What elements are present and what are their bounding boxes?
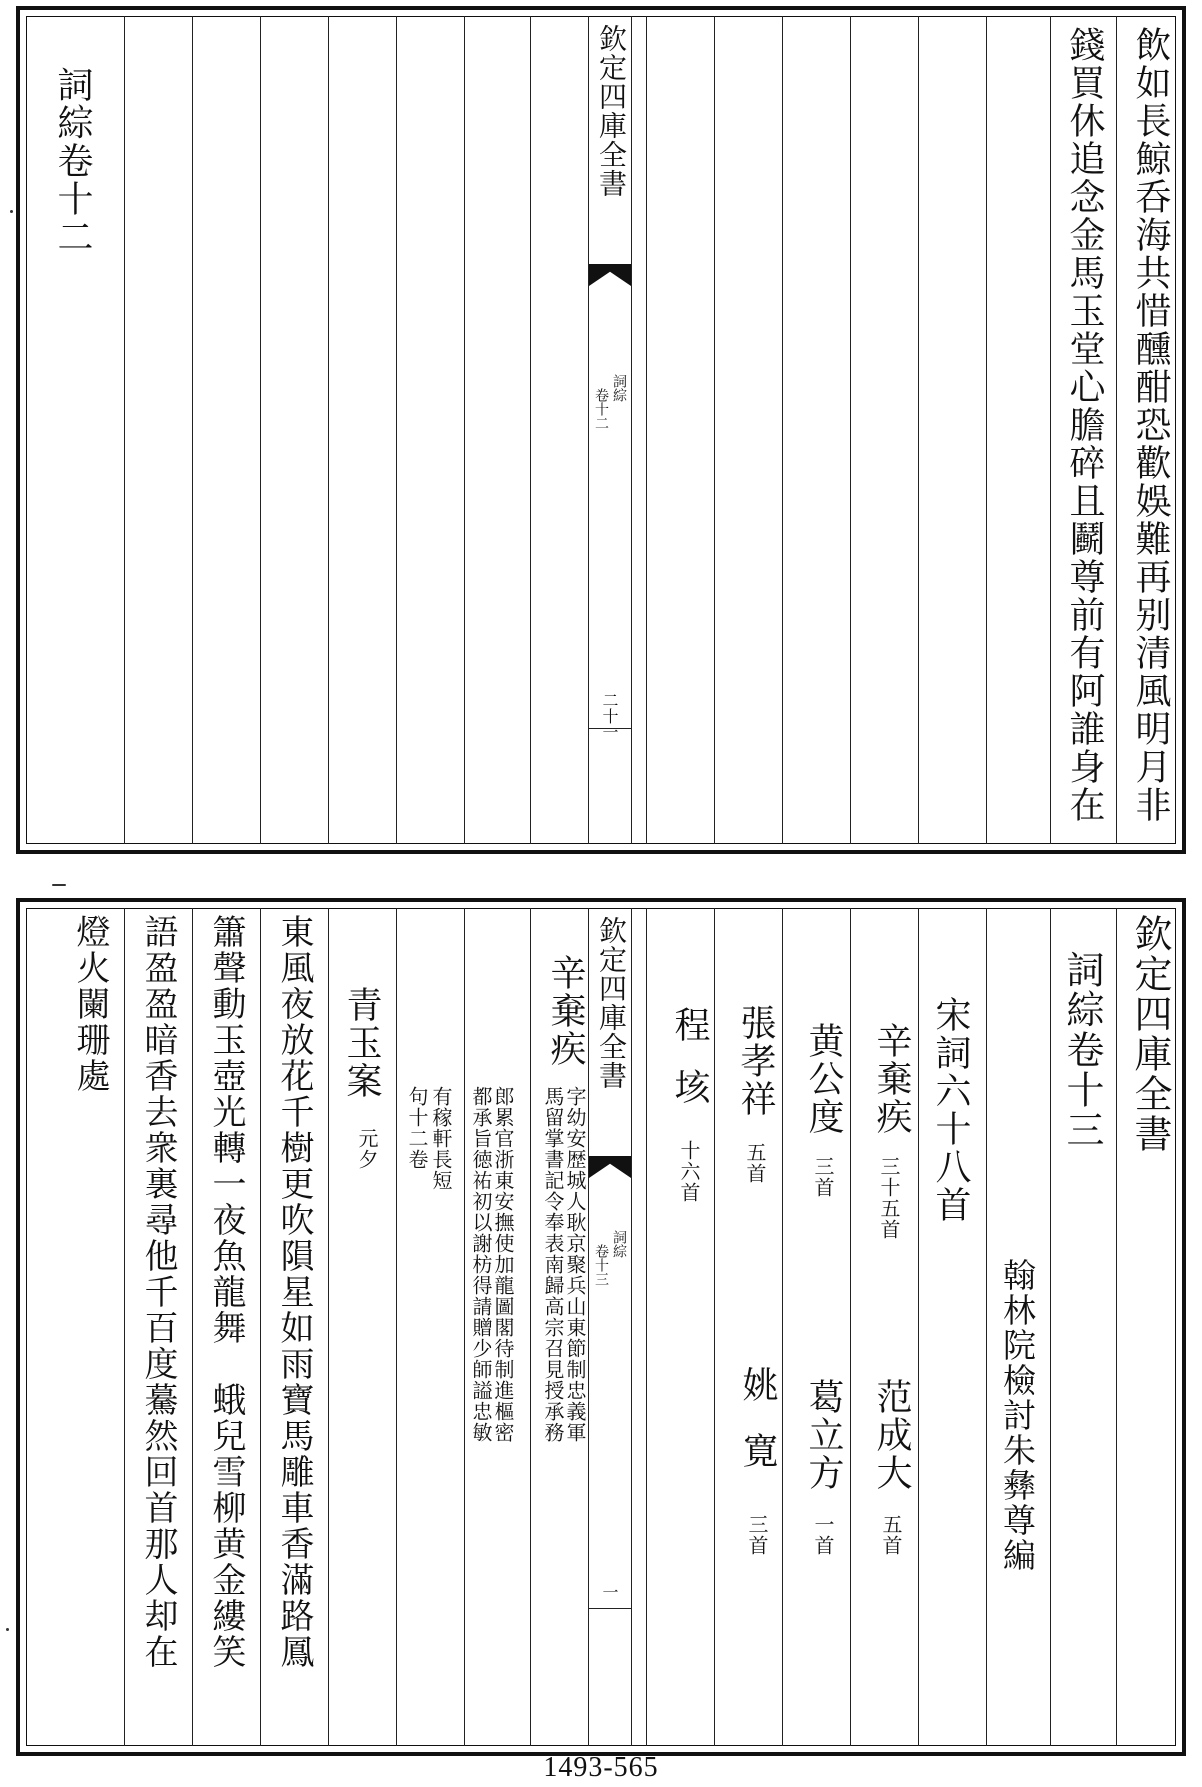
author-name: 范成大 (871, 1378, 912, 1492)
compiler-credit: 翰林院檢討朱彝尊編 (998, 1258, 1037, 1573)
poem-line: 東風夜放花千樹更吹隕星如雨寶馬雕車香滿路鳳 (274, 914, 314, 1670)
page-code: 1493-565 (543, 1752, 659, 1783)
author-count: 五首 (743, 1142, 767, 1184)
column-rule (464, 16, 465, 844)
column-rule (192, 16, 193, 844)
column-rule (260, 16, 261, 844)
banxin-series-title: 欽定四庫全書 (595, 916, 628, 1090)
top-page (16, 6, 1186, 854)
bio-name: 辛棄疾 (545, 954, 586, 1068)
author-count: 三首 (745, 1514, 769, 1556)
column-rule (1116, 16, 1117, 844)
author-name: 辛棄疾 (871, 1022, 912, 1136)
column-rule (260, 908, 261, 1746)
print-speck (10, 210, 13, 213)
bio-line: 句十二卷 (405, 1086, 429, 1170)
column-rule (396, 908, 397, 1746)
poem-subtitle: 元夕 (355, 1128, 379, 1170)
column-rule (918, 908, 919, 1746)
poem-line: 燈火闌珊處 (70, 914, 110, 1094)
print-speck (52, 884, 66, 886)
text-column-2: 錢買休追念金馬玉堂心膽碎且鬬尊前有阿誰身在 (1064, 26, 1105, 824)
volume-end-title: 詞綜卷十二 (52, 66, 93, 256)
column-rule (530, 16, 531, 844)
banxin-book-label: 詞綜 (611, 1230, 627, 1258)
banxin-rule (589, 1608, 631, 1609)
column-rule (328, 908, 329, 1746)
bio-line: 有稼軒長短 (429, 1086, 453, 1191)
dynasty-heading: 宋詞六十八首 (930, 996, 971, 1224)
column-rule (464, 908, 465, 1746)
author-count: 一首 (811, 1514, 835, 1556)
author-count: 三十五首 (877, 1156, 901, 1240)
bottom-banxin (588, 908, 632, 1746)
column-rule (328, 16, 329, 844)
column-rule (396, 16, 397, 844)
column-rule (646, 908, 647, 1746)
poem-line: 簫聲動玉壺光轉一夜魚龍舞 蛾兒雪柳黄金縷笑 (206, 914, 246, 1670)
column-rule (782, 16, 783, 844)
author-name: 程垓 (669, 1006, 710, 1130)
column-rule (1050, 908, 1051, 1746)
text-column-1: 飲如長鯨呑海共惜醺酣恐歡娛難再别清風明月非 (1130, 26, 1171, 824)
column-rule (850, 16, 851, 844)
column-rule (918, 16, 919, 844)
fishtail-mark (589, 264, 631, 286)
banxin-rule (589, 728, 631, 729)
column-rule (1050, 16, 1051, 844)
fishtail-mark (589, 1156, 631, 1178)
column-rule (714, 908, 715, 1746)
banxin-series-title: 欽定四庫全書 (595, 24, 628, 198)
banxin-volume-label: 卷十二 (593, 388, 609, 430)
series-title: 欽定四庫全書 (1128, 914, 1172, 1154)
banxin-book-label: 詞綜 (611, 374, 627, 402)
bottom-page (16, 898, 1186, 1756)
column-rule (124, 908, 125, 1746)
bio-line: 馬留掌書記令奉表南歸高宗召見授承務 (541, 1086, 565, 1443)
banxin-page-mark: 一 (600, 1584, 619, 1600)
author-name: 葛立方 (803, 1378, 844, 1492)
column-rule (646, 16, 647, 844)
author-name: 黄公度 (803, 1022, 844, 1136)
column-rule (124, 16, 125, 844)
top-banxin (588, 16, 632, 844)
column-rule (1116, 908, 1117, 1746)
column-rule (782, 908, 783, 1746)
column-rule (714, 16, 715, 844)
bio-line: 都承旨徳祐初以謝枋得請贈少師謚忠敏 (469, 1086, 493, 1443)
print-speck (6, 1628, 9, 1631)
banxin-page-mark: 二十一 (600, 692, 619, 740)
poem-tune-title: 青玉案 (341, 986, 382, 1100)
author-name: 張孝祥 (735, 1004, 776, 1118)
column-rule (986, 16, 987, 844)
bio-line: 郎累官浙東安撫使加龍圖閣待制進樞密 (491, 1086, 515, 1443)
volume-title: 詞綜卷十三 (1060, 950, 1104, 1150)
author-count: 五首 (879, 1514, 903, 1556)
banxin-volume-label: 卷十三 (593, 1244, 609, 1286)
author-count: 十六首 (677, 1140, 701, 1203)
poem-line: 語盈盈暗香去衆裏尋他千百度驀然回首那人却在 (138, 914, 178, 1670)
author-name: 姚寛 (737, 1366, 778, 1498)
column-rule (986, 908, 987, 1746)
column-rule (850, 908, 851, 1746)
column-rule (192, 908, 193, 1746)
column-rule (530, 908, 531, 1746)
author-count: 三首 (811, 1156, 835, 1198)
bio-line: 字幼安歴城人耿京聚兵山東節制忠義軍 (563, 1086, 587, 1443)
